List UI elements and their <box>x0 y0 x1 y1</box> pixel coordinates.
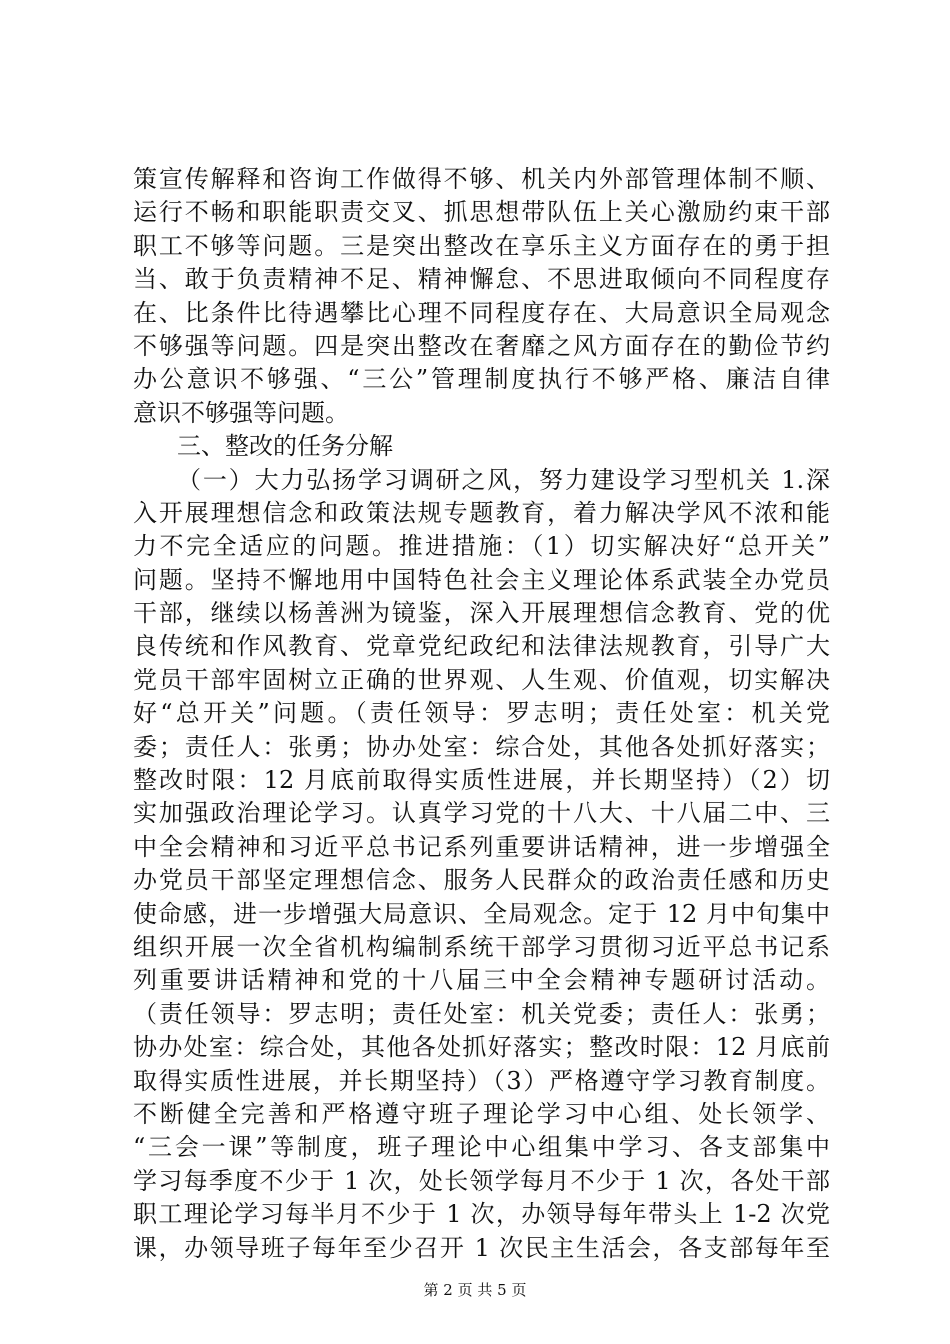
text-line: 办党员干部坚定理想信念、服务人民群众的政治责任感和历史 <box>133 866 830 895</box>
text-line: 良传统和作风教育、党章党纪政纪和法律法规教育，引导广大 <box>133 632 830 661</box>
text-line: （责任领导：罗志明；责任处室：机关党委；责任人：张勇； <box>133 999 830 1028</box>
text-line: 取得实质性进展，并长期坚持）（3）严格遵守学习教育制度。 <box>133 1066 830 1095</box>
text-line: 实加强政治理论学习。认真学习党的十八大、十八届二中、三 <box>133 799 830 828</box>
text-line: 不断健全完善和严格遵守班子理论学习中心组、处长领学、 <box>133 1099 830 1128</box>
text-line: “三会一课”等制度，班子理论中心组集中学习、各支部集中 <box>133 1133 830 1162</box>
text-line: 党员干部牢固树立正确的世界观、人生观、价值观，切实解决 <box>133 665 830 694</box>
text-line: （一）大力弘扬学习调研之风，努力建设学习型机关 1.深 <box>177 465 830 494</box>
text-line: 课，办领导班子每年至少召开 1 次民主生活会，各支部每年至 <box>133 1233 830 1262</box>
page-footer: 第 2 页 共 5 页 <box>423 1281 527 1299</box>
text-line: 中全会精神和习近平总书记系列重要讲话精神，进一步增强全 <box>133 832 830 861</box>
text-line: 策宣传解释和咨询工作做得不够、机关内外部管理体制不顺、 <box>133 165 830 193</box>
text-line: 职工理论学习每半月不少于 1 次，办领导每年带头上 1-2 次党 <box>133 1200 830 1229</box>
text-line: 好“总开关”问题。（责任领导：罗志明；责任处室：机关党 <box>133 699 830 728</box>
section-heading: 三、整改的任务分解 <box>177 432 393 461</box>
text-line: 使命感，进一步增强大局意识、全局观念。定于 12 月中旬集中 <box>133 899 830 928</box>
text-line: 办公意识不够强、“三公”管理制度执行不够严格、廉洁自律 <box>133 365 830 394</box>
text-line: 运行不畅和职能职责交叉、抓思想带队伍上关心激励约束干部 <box>133 198 830 227</box>
text-line: 力不完全适应的问题。推进措施：（1）切实解决好“总开关” <box>133 532 830 561</box>
text-line: 在、比条件比待遇攀比心理不同程度存在、大局意识全局观念 <box>133 298 830 327</box>
text-line: 干部，继续以杨善洲为镜鉴，深入开展理想信念教育、党的优 <box>133 599 830 628</box>
text-line: 委；责任人：张勇；协办处室：综合处，其他各处抓好落实； <box>133 732 830 761</box>
text-line: 组织开展一次全省机构编制系统干部学习贯彻习近平总书记系 <box>133 932 830 961</box>
text-line: 意识不够强等问题。 <box>133 398 349 427</box>
document-body <box>133 163 830 1265</box>
text-line: 不够强等问题。四是突出整改在奢靡之风方面存在的勤俭节约 <box>133 331 830 360</box>
text-line: 列重要讲话精神和党的十八届三中全会精神专题研讨活动。 <box>133 966 830 995</box>
text-line: 学习每季度不少于 1 次，处长领学每月不少于 1 次，各处干部 <box>133 1166 830 1195</box>
text-line: 协办处室：综合处，其他各处抓好落实；整改时限：12 月底前 <box>133 1033 830 1062</box>
text-line: 当、敢于负责精神不足、精神懈怠、不思进取倾向不同程度存 <box>133 265 830 294</box>
text-line: 职工不够等问题。三是突出整改在享乐主义方面存在的勇于担 <box>133 231 830 260</box>
text-line: 入开展理想信念和政策法规专题教育，着力解决学风不浓和能 <box>133 498 830 527</box>
text-line: 整改时限：12 月底前取得实质性进展，并长期坚持）（2）切 <box>133 766 830 795</box>
text-line: 问题。坚持不懈地用中国特色社会主义理论体系武装全办党员 <box>133 565 830 594</box>
